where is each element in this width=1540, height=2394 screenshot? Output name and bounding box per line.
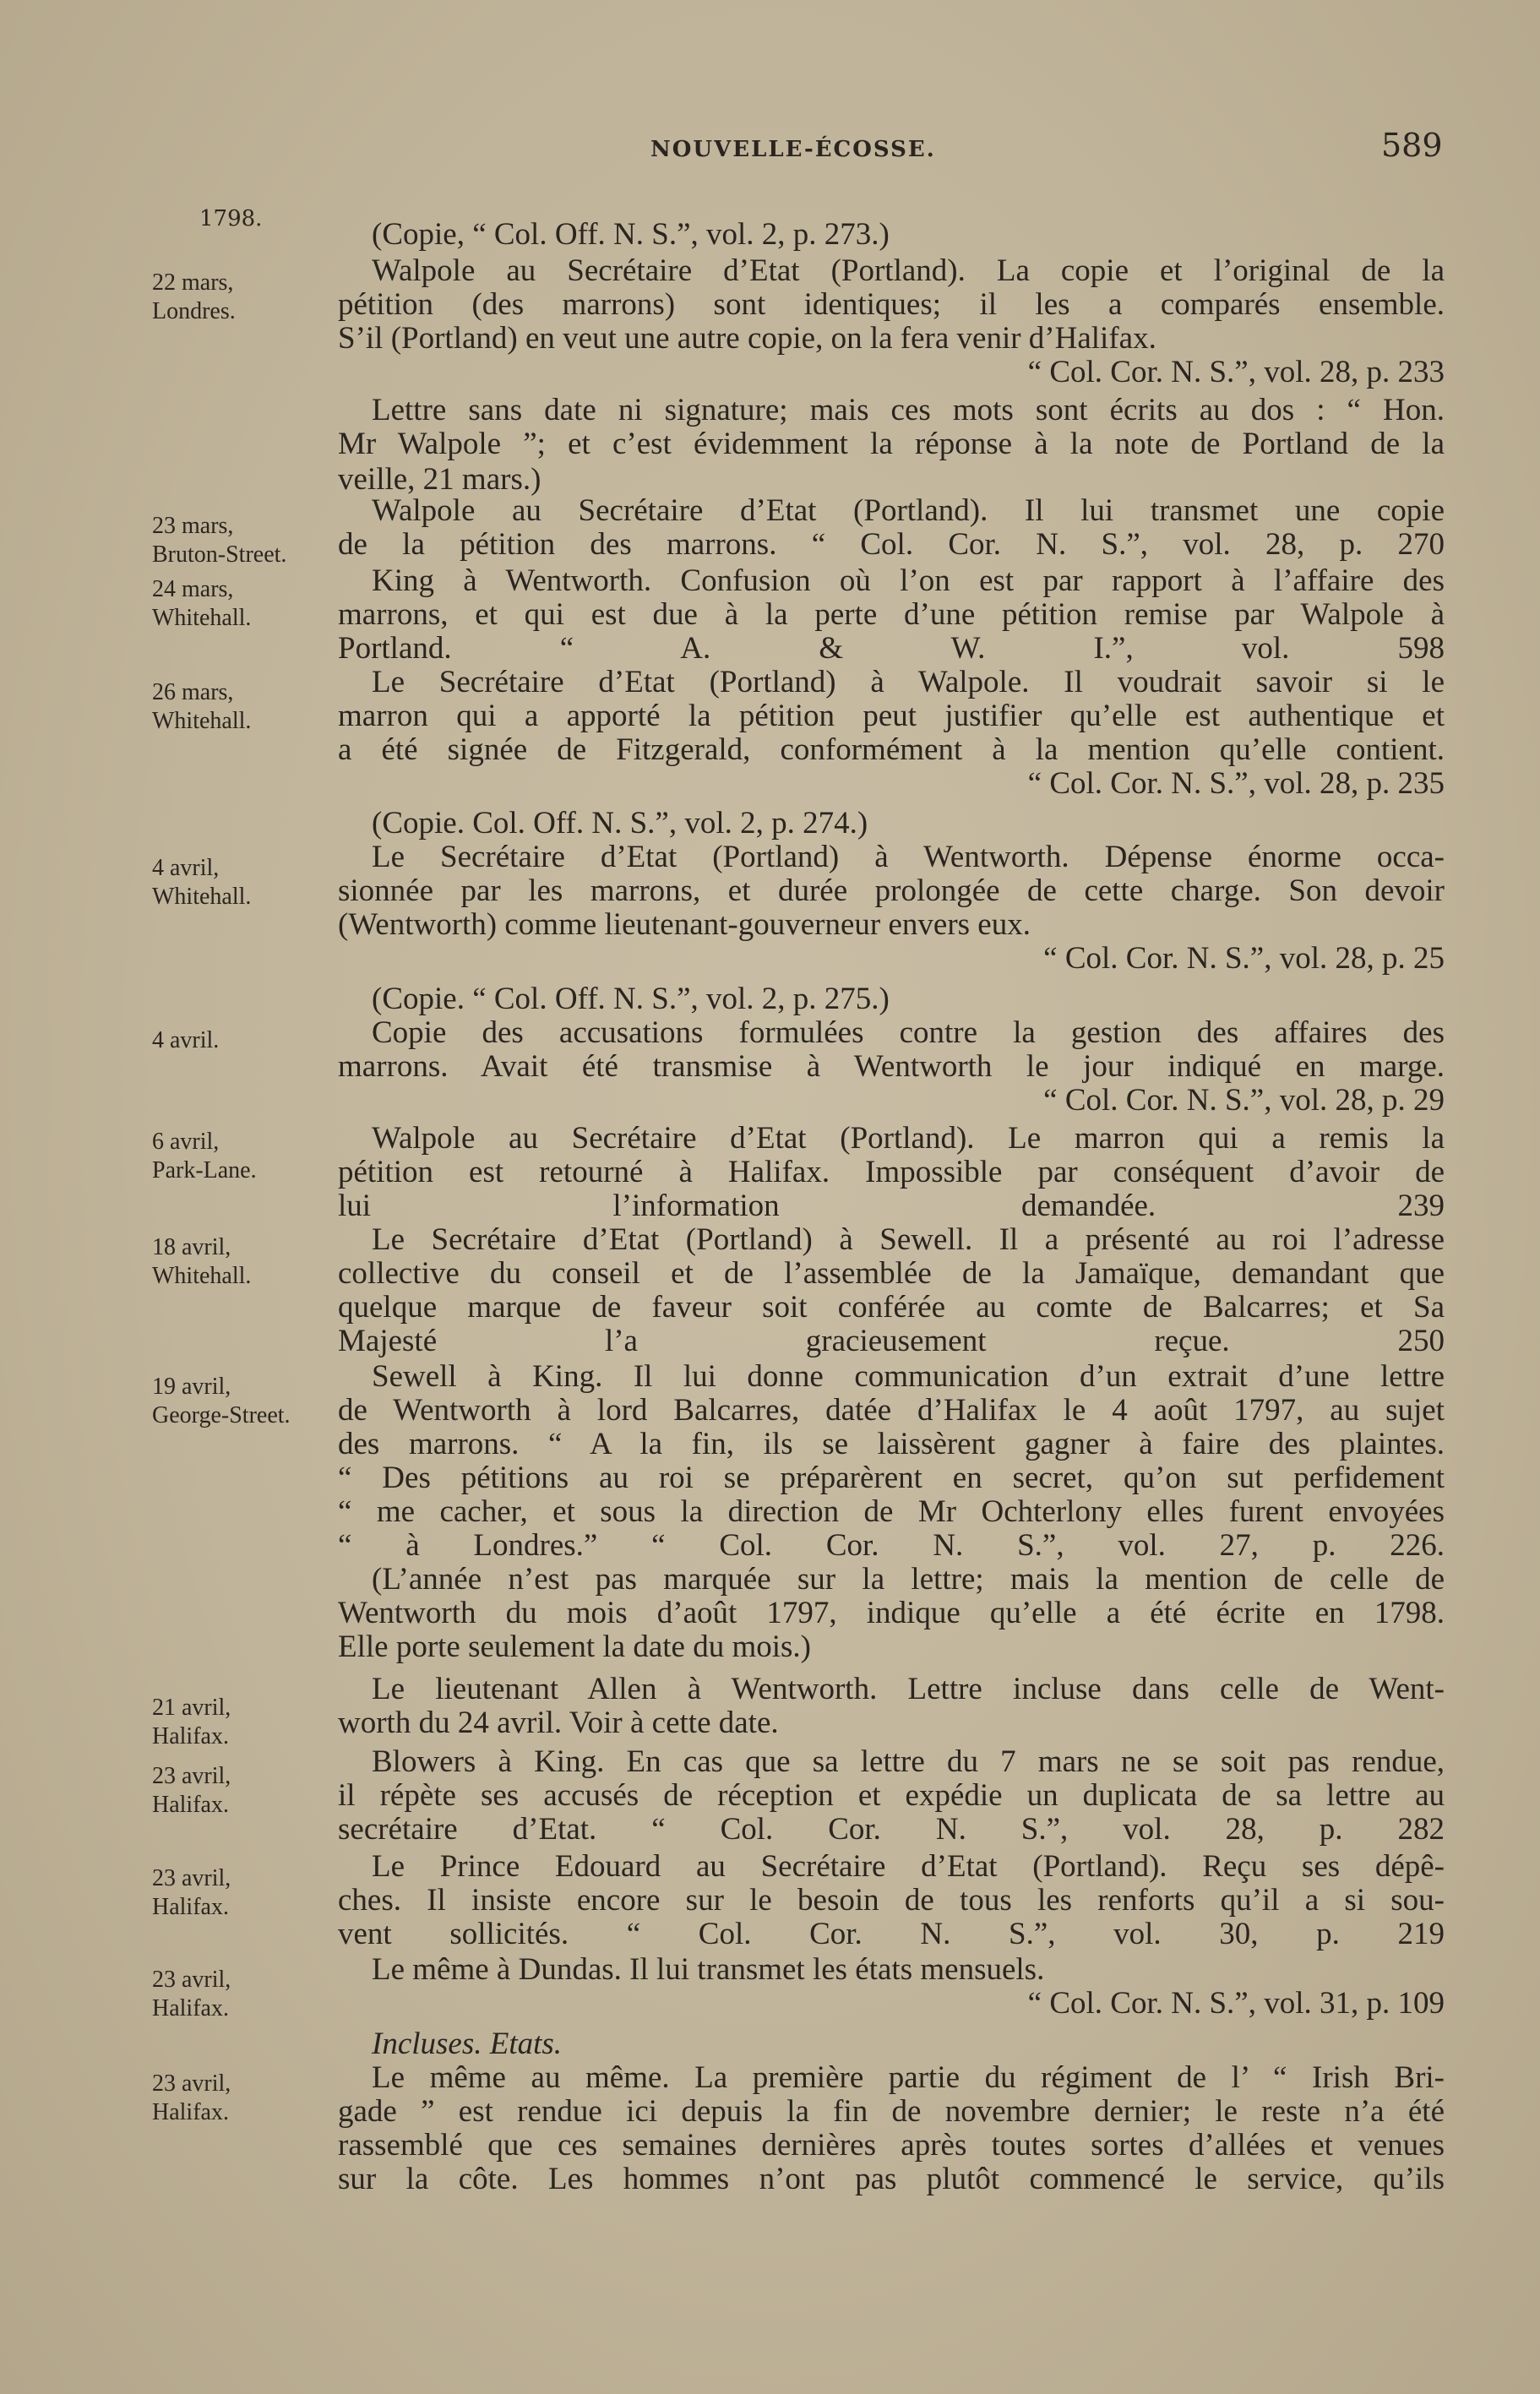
body-line: S’il (Portland) en veut une autre copie, on la fera venir d’Halifax.	[338, 321, 1156, 356]
body-line: Walpole au Secrétaire d’Etat (Portland). Il lui transmet une copie	[372, 493, 1445, 528]
body-line: Le lieutenant Allen à Wentworth. Lettre incluse dans celle de Went-	[372, 1672, 1445, 1706]
margin-note: 23 mars, Bruton-Street.	[152, 513, 287, 568]
body-line: Incluses. Etats.	[372, 2027, 563, 2061]
body-line: collective du conseil et de l’assemblée de la Jamaïque, demandant que	[338, 1256, 1445, 1291]
body-line: Lettre sans date ni signature; mais ces mots sont écrits au dos : “ Hon.	[372, 393, 1445, 427]
body-line: (Copie, “ Col. Off. N. S.”, vol. 2, p. 273.)	[372, 217, 890, 252]
body-line: Copie des accusations formulées contre la gestion des affaires des	[372, 1015, 1445, 1050]
body-line: des marrons. “ A la fin, ils se laissèrent gagner à faire des plaintes.	[338, 1427, 1445, 1461]
body-line: Le Secrétaire d’Etat (Portland) à Walpole. Il voudrait savoir si le	[372, 665, 1445, 699]
running-header: NOUVELLE-ÉCOSSE.	[650, 137, 936, 162]
body-line: (Copie. Col. Off. N. S.”, vol. 2, p. 274.)	[372, 806, 868, 841]
body-line: ches. Il insiste encore sur le besoin de tous les renforts qu’il a si sou-	[338, 1883, 1445, 1918]
body-line: gade ” est rendue ici depuis la fin de novembre dernier; le reste n’a été	[338, 2094, 1445, 2129]
margin-note: 4 avril.	[152, 1027, 220, 1053]
body-line: Majesté l’a gracieusement reçue. 250	[338, 1324, 1445, 1358]
body-line: Elle porte seulement la date du mois.)	[338, 1630, 811, 1664]
body-line: secrétaire d’Etat. “ Col. Cor. N. S.”, vol. 28, p. 282	[338, 1812, 1445, 1847]
body-line: (L’année n’est pas marquée sur la lettre; mais la mention de celle de	[372, 1562, 1445, 1597]
body-line: Sewell à King. Il lui donne communication d’un extrait d’une lettre	[372, 1359, 1445, 1394]
body-line: “ Des pétitions au roi se préparèrent en secret, qu’on sut perfidement	[338, 1461, 1445, 1495]
margin-note: 26 mars, Whitehall.	[152, 679, 252, 734]
margin-note: 24 mars, Whitehall.	[152, 576, 252, 631]
body-line: Blowers à King. En cas que sa lettre du 7 mars ne se soit pas rendue,	[372, 1744, 1445, 1779]
margin-note: 23 avril, Halifax.	[152, 2070, 231, 2125]
body-line: lui l’information demandée. 239	[338, 1189, 1445, 1223]
body-line: “ Col. Cor. N. S.”, vol. 28, p. 233	[1027, 355, 1445, 389]
body-line: sur la côte. Les hommes n’ont pas plutôt commencé le service, qu’ils	[338, 2162, 1445, 2196]
body-line: Le Secrétaire d’Etat (Portland) à Wentworth. Dépense énorme occa-	[372, 840, 1445, 874]
body-line: pétition (des marrons) sont identiques; il les a comparés ensemble.	[338, 287, 1445, 322]
body-line: Le Secrétaire d’Etat (Portland) à Sewell. Il a présenté au roi l’adresse	[372, 1222, 1445, 1257]
body-line: de Wentworth à lord Balcarres, datée d’Halifax le 4 août 1797, au sujet	[338, 1393, 1445, 1428]
body-line: sionnée par les marrons, et durée prolongée de cette charge. Son devoir	[338, 873, 1445, 908]
body-line: quelque marque de faveur soit conférée au comte de Balcarres; et Sa	[338, 1290, 1445, 1325]
margin-note: 19 avril, George-Street.	[152, 1374, 291, 1428]
body-line: worth du 24 avril. Voir à cette date.	[338, 1706, 779, 1740]
margin-note: 21 avril, Halifax.	[152, 1695, 231, 1749]
body-line: “ à Londres.” “ Col. Cor. N. S.”, vol. 27, p. 226.	[338, 1528, 1445, 1563]
body-line: Le Prince Edouard au Secrétaire d’Etat (Portland). Reçu ses dépê-	[372, 1849, 1445, 1884]
body-line: Portland. “ A. & W. I.”, vol. 598	[338, 631, 1445, 666]
body-line: Walpole au Secrétaire d’Etat (Portland). La copie et l’original de la	[372, 253, 1445, 288]
body-line: Walpole au Secrétaire d’Etat (Portland). Le marron qui a remis la	[372, 1121, 1445, 1156]
body-line: “ Col. Cor. N. S.”, vol. 28, p. 25	[1043, 941, 1445, 976]
page-number: 589	[1381, 127, 1443, 164]
margin-note: 18 avril, Whitehall.	[152, 1234, 252, 1289]
body-line: King à Wentworth. Confusion où l’on est par rapport à l’affaire des	[372, 563, 1445, 598]
body-line: il répète ses accusés de réception et expédie un duplicata de sa lettre au	[338, 1778, 1445, 1813]
body-line: marrons, et qui est due à la perte d’une pétition remise par Walpole à	[338, 597, 1445, 632]
body-line: “ Col. Cor. N. S.”, vol. 31, p. 109	[1027, 1986, 1445, 2021]
margin-note: 23 avril, Halifax.	[152, 1865, 231, 1920]
margin-note: 22 mars, Londres.	[152, 269, 236, 324]
body-line: de la pétition des marrons. “ Col. Cor. N. S.”, vol. 28, p. 270	[338, 527, 1445, 562]
body-line: (Copie. “ Col. Off. N. S.”, vol. 2, p. 275.)	[372, 982, 890, 1016]
body-line: “ Col. Cor. N. S.”, vol. 28, p. 235	[1027, 766, 1445, 801]
body-line: Le même au même. La première partie du régiment de l’ “ Irish Bri-	[372, 2060, 1445, 2095]
body-line: (Wentworth) comme lieutenant-gouverneur envers eux.	[338, 907, 1031, 942]
body-line: a été signée de Fitzgerald, conformément à la mention qu’elle contient.	[338, 732, 1445, 767]
body-line: Le même à Dundas. Il lui transmet les états mensuels.	[372, 1952, 1045, 1987]
body-line: marron qui a apporté la pétition peut justifier qu’elle est authentique et	[338, 699, 1445, 733]
body-line: veille, 21 mars.)	[338, 462, 541, 497]
body-line: rassemblé que ces semaines dernières après toutes sortes d’allées et venues	[338, 2128, 1445, 2163]
body-line: “ Col. Cor. N. S.”, vol. 28, p. 29	[1043, 1083, 1445, 1118]
body-line: pétition est retourné à Halifax. Impossible par conséquent d’avoir de	[338, 1155, 1445, 1189]
body-line: vent sollicités. “ Col. Cor. N. S.”, vol. 30, p. 219	[338, 1917, 1445, 1951]
body-line: “ me cacher, et sous la direction de Mr Ochterlony elles furent envoyées	[338, 1494, 1445, 1529]
margin-note: 23 avril, Halifax.	[152, 1967, 231, 2021]
body-line: Mr Walpole ”; et c’est évidemment la réponse à la note de Portland de la	[338, 427, 1445, 461]
margin-note: 23 avril, Halifax.	[152, 1763, 231, 1818]
margin-note: 4 avril, Whitehall.	[152, 855, 252, 910]
body-line: marrons. Avait été transmise à Wentworth le jour indiqué en marge.	[338, 1049, 1445, 1084]
body-line: Wentworth du mois d’août 1797, indique qu’elle a été écrite en 1798.	[338, 1596, 1445, 1630]
margin-note: 6 avril, Park-Lane.	[152, 1129, 257, 1183]
year-note: 1798.	[199, 206, 263, 231]
